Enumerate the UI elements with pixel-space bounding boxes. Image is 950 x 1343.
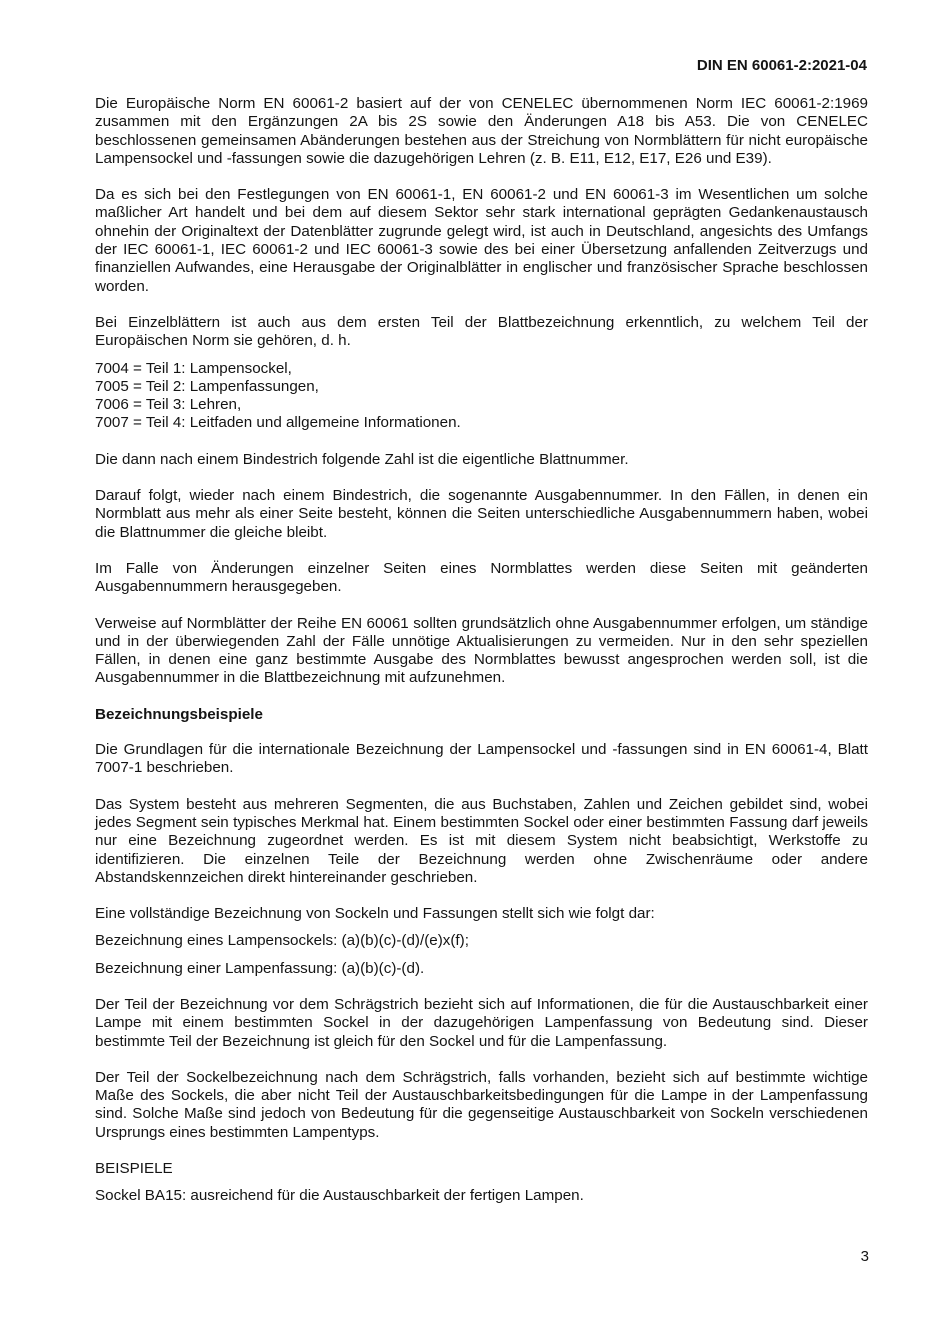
paragraph-page-changes: Im Falle von Änderungen einzelner Seiten eines Normblattes werden diese Seiten mit geänderten Ausgabennummern herausgegeben. (95, 559, 868, 596)
page-number: 3 (860, 1248, 869, 1265)
list-item: 7007 = Teil 4: Leitfaden und allgemeine Informationen. (95, 414, 461, 432)
list-item: 7006 = Teil 3: Lehren, (95, 396, 242, 414)
document-body (95, 95, 868, 1206)
paragraph-original-sheets: Da es sich bei den Festlegungen von EN 60061-1, EN 60061-2 und EN 60061-3 im Wesentlichen um solche maßlicher Art handelt und bei dem auf diesem Sektor sehr stark international geprägten Gedankenaustausch ohnehin der Originaltext der Datenblätter zugrunde gelegt wird, ist auch in Deutschland, angesichts des Umfangs der IEC 60061-1, IEC 60061-2 und IEC 60061-3 sowie des bei einer Übersetzung anfallenden Zeitverzugs und finanziellen Aufwandes, eine Herausgabe der Originalblätter in englischer und französischer Sprache beschlossen worden. (95, 186, 868, 295)
paragraph-sheet-designation: Bei Einzelblättern ist auch aus dem ersten Teil der Blattbezeichnung erkenntlich, zu welchem Teil der Europäischen Norm sie gehören, d. h. (95, 313, 868, 350)
section-heading: Bezeichnungsbeispiele (95, 705, 263, 723)
paragraph-complete-designation: Eine vollständige Bezeichnung von Sockeln und Fassungen stellt sich wie folgt dar: (95, 905, 655, 923)
list-item: 7004 = Teil 1: Lampensockel, (95, 359, 292, 377)
paragraph-references: Verweise auf Normblätter der Reihe EN 60061 sollten grundsätzlich ohne Ausgabennummer erfolgen, um ständige und in der überwiegenden Zahl der Fälle unnötige Aktualisierungen zu vermeiden. Nur in den sehr speziellen Fällen, in denen eine ganz bestimmte Ausgabe des Normblattes bewusst angesprochen werden soll, ist die Ausgabennummer in die Blattbezeichnung mit aufzunehmen. (95, 614, 868, 687)
example-ba15: Sockel BA15: ausreichend für die Austauschbarkeit der fertigen Lampen. (95, 1187, 584, 1205)
paragraph-before-slash: Der Teil der Bezeichnung vor dem Schrägstrich bezieht sich auf Informationen, die für die Austauschbarkeit einer Lampe mit einem bestimmten Sockel in der dazugehörigen Lampenfassung von Bedeutung sind. Dieser bestimmte Teil der Bezeichnung ist gleich für den Sockel und für die Lampenfassung. (95, 995, 868, 1050)
paragraph-system: Das System besteht aus mehreren Segmenten, die aus Buchstaben, Zahlen und Zeichen gebildet sind, wobei jedes Segment sein typisches Merkmal hat. Einem bestimmten Sockel oder einer bestimmten Fassung darf jeweils nur eine Bezeichnung zugeordnet werden. Es ist mit diesem System nicht beabsichtigt, Werkstoffe zu identifizieren. Die einzelnen Teile der Bezeichnung werden ohne Zwischenräume oder andere Abstandskennzeichen direkt hintereinander geschrieben. (95, 795, 868, 886)
sheet-number-list (95, 360, 868, 433)
list-item: 7005 = Teil 2: Lampenfassungen, (95, 377, 319, 395)
examples-label: BEISPIELE (95, 1160, 173, 1178)
document-id-header: DIN EN 60061-2:2021-04 (696, 57, 867, 74)
paragraph-after-slash: Der Teil der Sockelbezeichnung nach dem Schrägstrich, falls vorhanden, bezieht sich auf bestimmte wichtige Maße des Sockels, die aber nicht Teil der Austauschbarkeitsbedingungen für die Lampe in der Lampenfassung sind. Solche Maße sind jedoch von Bedeutung für die gegenseitige Austauschbarkeit von Sockeln verschiedenen Ursprungs eines bestimmten Lampentyps. (95, 1068, 868, 1141)
paragraph-basis: Die Grundlagen für die internationale Bezeichnung der Lampensockel und -fassungen sind in EN 60061-4, Blatt 7007-1 beschrieben. (95, 741, 868, 777)
designation-holder: Bezeichnung einer Lampenfassung: (a)(b)(c)-(d). (95, 959, 425, 977)
paragraph-edition-number: Darauf folgt, wieder nach einem Bindestrich, die sogenannte Ausgabennummer. In den Fällen, in denen ein Normblatt aus mehr als einer Seite besteht, können die Seiten unterschiedliche Ausgabennummern haben, wobei die Blattnummer die gleiche bleibt. (95, 487, 868, 541)
paragraph-sheet-number: Die dann nach einem Bindestrich folgende Zahl ist die eigentliche Blattnummer. (95, 450, 629, 468)
paragraph-intro: Die Europäische Norm EN 60061-2 basiert auf der von CENELEC übernommenen Norm IEC 60061-2:1969 zusammen mit den Ergänzungen 2A bis 2S sowie den Änderungen A18 bis A53. Die von CENELEC beschlossenen gemeinsamen Abänderungen bestehen aus der Streichung von Normblättern für nicht europäische Lampensockel und -fassungen sowie die dazugehörigen Lehren (z. B. E11, E12, E17, E26 und E39). (95, 95, 868, 167)
designation-cap: Bezeichnung eines Lampensockels: (a)(b)(c)-(d)/(e)x(f); (95, 932, 469, 950)
